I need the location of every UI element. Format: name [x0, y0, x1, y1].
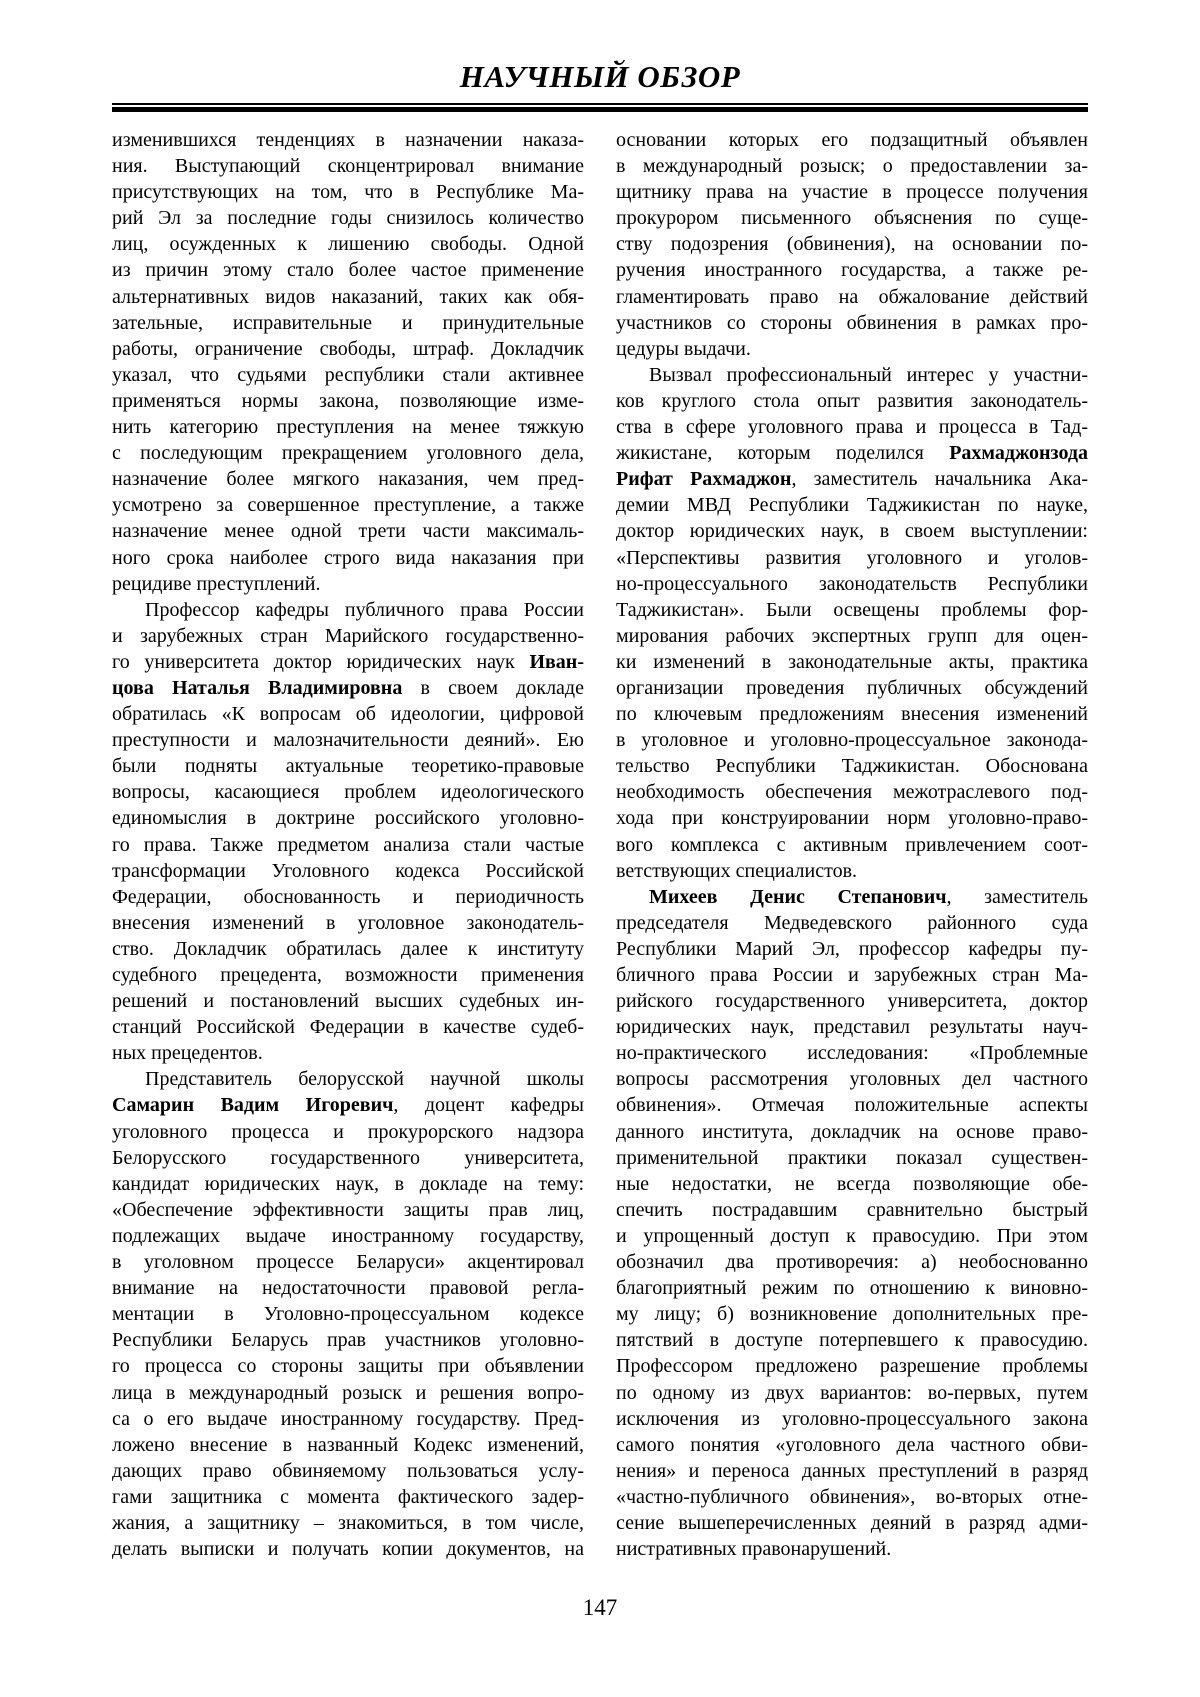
text-run: , доцент кафедры [393, 1094, 584, 1117]
text-line [112, 310, 584, 336]
text-run: были подняты актуальные теоретико-правовые [112, 755, 584, 778]
text-line [112, 936, 584, 962]
text-run: подлежащих выдаче иностранному государству, [112, 1224, 584, 1247]
text-run: го процесса со стороны защиты при объявлении [112, 1355, 584, 1378]
text-run: усмотрено за совершенное преступление, а также [112, 494, 584, 517]
text-run: «Перспективы развития уголовного и уголов- [616, 546, 1088, 569]
text-line [616, 1223, 1088, 1249]
paragraph [112, 127, 584, 597]
bold-name-run: Самарин Вадим Игоревич [112, 1094, 394, 1117]
text-line [112, 884, 584, 910]
text-line [112, 1301, 584, 1327]
header-double-rule [112, 103, 1088, 112]
text-line [616, 1275, 1088, 1301]
text-run: судебного прецедента, возможности применения [112, 964, 584, 986]
text-run: цедуры выдачи. [616, 337, 751, 360]
text-run: ного срока наиболее строго вида наказания при [112, 546, 584, 569]
text-run: ветствующих специалистов. [616, 859, 858, 882]
text-run: са о его выдаче иностранному государству. Пред- [112, 1407, 584, 1430]
text-run: го университета доктор юридических наук [112, 650, 530, 673]
text-line [112, 753, 584, 779]
text-line [112, 675, 584, 701]
text-run: Профессором предложено разрешение проблемы [616, 1355, 1088, 1378]
text-line [616, 1458, 1088, 1484]
text-line [616, 936, 1088, 962]
text-run: Таджикистан». Были освещены проблемы фор- [616, 598, 1088, 621]
text-run: по одному из двух вариантов: во-первых, путем [616, 1381, 1088, 1404]
text-line [616, 153, 1088, 179]
text-line [112, 1353, 584, 1379]
text-run: вого комплекса с активным привлечением соот- [616, 833, 1088, 856]
text-run: обозначил два противоречия: а) необоснованно [616, 1251, 1088, 1274]
text-line [616, 362, 1088, 388]
text-run: Республики Беларусь прав участников уголовно- [112, 1329, 584, 1352]
text-run: благоприятный режим по отношению к виновно- [616, 1277, 1088, 1300]
text-line [616, 1380, 1088, 1406]
bold-name-run: Иван- [529, 650, 584, 673]
text-line [112, 597, 584, 623]
text-run: самого понятия «уголовного дела частного обви- [616, 1433, 1088, 1456]
text-run: преступности и малозначительности деяний». Ею [112, 729, 584, 752]
section-title: НАУЧНЫЙ ОБЗОР [459, 59, 741, 94]
text-run: ручения иностранного государства, а также ре- [616, 259, 1088, 282]
text-run: пятствий в доступе потерпевшего к правосудию. [616, 1329, 1088, 1352]
text-run: му лицу; б) возникновение дополнительных пре- [616, 1303, 1088, 1326]
text-run: бличного права России и зарубежных стран Ма- [616, 964, 1088, 986]
text-run: вопросы, касающиеся проблем идеологического [112, 781, 584, 804]
text-line [616, 205, 1088, 231]
text-line [112, 727, 584, 753]
text-line [616, 1327, 1088, 1353]
text-columns [112, 127, 1088, 1562]
text-line [616, 336, 1088, 362]
text-run: рийского государственного университета, доктор [616, 990, 1088, 1013]
text-line [112, 388, 584, 414]
text-run: в уголовном процессе Беларуси» акцентировал [112, 1251, 584, 1274]
text-run: назначение менее одной трети части максималь- [112, 520, 584, 543]
bold-name-run: Рахмаджонзода [949, 442, 1088, 465]
text-run: лица в международный розыск и решения вопро- [112, 1381, 584, 1404]
text-line [616, 1119, 1088, 1145]
text-run: сение вышеперечисленных деяний в разряд адми- [616, 1511, 1088, 1534]
text-line [616, 440, 1088, 466]
text-run: применяться нормы закона, позволяющие изме- [112, 389, 584, 412]
text-run: хода при конструировании норм уголовно-право- [616, 807, 1088, 830]
text-run: делать выписки и получать копии документов, на [112, 1538, 584, 1561]
text-run: основании которых его подзащитный объявлен [616, 129, 1088, 151]
text-line [616, 910, 1088, 936]
text-line [112, 1223, 584, 1249]
text-line [616, 649, 1088, 675]
text-run: но-процессуального законодательств Республики [616, 572, 1088, 595]
text-run: прокурором письменного объяснения по суще- [616, 207, 1088, 230]
text-line [112, 1171, 584, 1197]
text-run: ству подозрения (обвинения), на основании по- [616, 233, 1088, 256]
text-run: нистративных правонарушений. [616, 1538, 892, 1561]
text-run: единомыслия в доктрине российского уголовно- [112, 807, 584, 830]
text-run: необходимость обеспечения межотраслевого под- [616, 781, 1088, 804]
text-run: нить категорию преступления на менее тяжкую [112, 416, 584, 439]
text-line [112, 492, 584, 518]
text-line [616, 805, 1088, 831]
text-run: Вызвал профессиональный интерес у участни- [649, 363, 1088, 386]
page-number: 147 [582, 1595, 618, 1620]
text-line [616, 518, 1088, 544]
text-line [616, 1066, 1088, 1092]
text-line [112, 649, 584, 675]
text-run: ных прецедентов. [112, 1042, 263, 1065]
text-run: дающих право обвиняемому пользоваться услу- [112, 1459, 584, 1482]
text-line [616, 1040, 1088, 1066]
text-line [112, 1327, 584, 1353]
text-run: ные недостатки, не всегда позволяющие обе- [616, 1172, 1088, 1195]
text-line [112, 1432, 584, 1458]
paragraph [112, 1066, 584, 1562]
text-run: ство. Докладчик обратилась далее к институту [112, 937, 584, 960]
right-column [616, 127, 1088, 1562]
text-run: ложено внесение в названный Кодекс изменений, [112, 1433, 584, 1456]
bold-name-run: цова Наталья Владимировна [112, 676, 403, 699]
text-run: доктор юридических наук, в своем выступлении: [616, 520, 1088, 543]
paragraph [616, 127, 1088, 362]
text-line [112, 518, 584, 544]
text-line [616, 1353, 1088, 1379]
text-line [616, 727, 1088, 753]
text-line [112, 1014, 584, 1040]
text-line [112, 962, 584, 988]
text-run: решений и постановлений высших судебных ин- [112, 990, 584, 1013]
text-line [616, 1145, 1088, 1171]
text-run: гламентировать право на обжалование действий [616, 285, 1088, 308]
text-run: вопросы рассмотрения уголовных дел частного [616, 1068, 1088, 1091]
text-run: спечить пострадавшим сравнительно быстрый [616, 1198, 1088, 1221]
text-line [112, 179, 584, 205]
text-run: ства в сфере уголовного права и процесса в Тад- [616, 416, 1088, 439]
text-line [616, 1510, 1088, 1536]
text-run: назначение более мягкого наказания, чем пред- [112, 468, 584, 491]
text-line [616, 1432, 1088, 1458]
text-line [616, 1406, 1088, 1432]
text-run: альтернативных видов наказаний, таких как обя- [112, 285, 584, 308]
text-run: работы, ограничение свободы, штраф. Докладчик [112, 337, 584, 360]
text-run: Представитель белорусской научной школы [145, 1068, 584, 1091]
text-run: «Обеспечение эффективности защиты прав лиц, [112, 1198, 584, 1221]
text-run: , заместитель начальника Ака- [791, 468, 1089, 491]
text-line [112, 910, 584, 936]
text-line [112, 1066, 584, 1092]
text-line [112, 1484, 584, 1510]
text-line [616, 988, 1088, 1014]
text-run: но-практического исследования: «Проблемные [616, 1042, 1088, 1065]
text-line [112, 1275, 584, 1301]
text-line [616, 310, 1088, 336]
text-run: «частно-публичного обвинения», во-вторых отне- [616, 1485, 1088, 1508]
text-line [616, 545, 1088, 571]
text-run: зательные, исправительные и принудительные [112, 311, 584, 334]
text-line [616, 466, 1088, 492]
text-line [112, 1145, 584, 1171]
text-line [112, 127, 584, 153]
text-line [112, 779, 584, 805]
text-line [616, 1197, 1088, 1223]
text-run: участников со стороны обвинения в рамках про- [616, 311, 1088, 334]
text-run: указал, что судьями республики стали активнее [112, 363, 584, 386]
text-line [616, 571, 1088, 597]
text-run: по ключевым предложениям внесения изменений [616, 703, 1088, 726]
text-line [616, 858, 1088, 884]
text-line [616, 414, 1088, 440]
text-run: лиц, осужденных к лишению свободы. Одной [112, 233, 584, 256]
bold-name-run: Рифат Рахмаджон [616, 468, 792, 491]
text-run: Профессор кафедры публичного права России [145, 598, 584, 621]
text-line [112, 362, 584, 388]
text-run: ния. Выступающий сконцентрировал внимание [112, 155, 584, 178]
text-run: в своем докладе [402, 676, 584, 699]
text-line [616, 1484, 1088, 1510]
text-run: обратилась «К вопросам об идеологии, цифровой [112, 703, 584, 726]
text-run: щитнику права на участие в процессе получения [616, 181, 1088, 204]
text-line [616, 179, 1088, 205]
text-line [112, 1510, 584, 1536]
text-run: и зарубежных стран Марийского государственно- [112, 624, 584, 647]
text-line [112, 257, 584, 283]
text-run: ков круглого стола опыт развития законодатель- [616, 389, 1088, 412]
text-line [616, 388, 1088, 414]
text-line [112, 284, 584, 310]
text-run: и упрощенный доступ к правосудию. При этом [616, 1224, 1088, 1247]
text-run: гами защитника с момента фактического задер- [112, 1485, 584, 1508]
text-line [112, 231, 584, 257]
text-run: станций Российской Федерации в качестве судеб- [112, 1016, 584, 1039]
text-run: , заместитель [946, 885, 1088, 908]
text-run: юридических наук, представил результаты науч- [616, 1016, 1088, 1039]
text-line [112, 1406, 584, 1432]
text-run: внесения изменений в уголовное законодатель- [112, 911, 584, 934]
text-line [616, 884, 1088, 910]
text-run: ментации в Уголовно-процессуальном кодексе [112, 1303, 584, 1326]
text-run: с последующим прекращением уголовного дела, [112, 442, 584, 465]
text-run: нения» и переноса данных преступлений в разряд [616, 1459, 1088, 1482]
text-run: рий Эл за последние годы снизилось количество [112, 207, 584, 230]
text-line [112, 1092, 584, 1118]
text-run: ки изменений в законодательные акты, практика [616, 650, 1088, 673]
text-run: Белорусского государственного университета, [112, 1146, 584, 1169]
text-line [112, 1380, 584, 1406]
text-line [616, 1301, 1088, 1327]
text-line [112, 153, 584, 179]
text-line [112, 858, 584, 884]
paragraph [616, 362, 1088, 884]
text-run: Федерации, обоснованность и периодичность [112, 885, 584, 908]
text-run: Республики Марий Эл, профессор кафедры пу- [616, 937, 1088, 960]
text-run: уголовного процесса и прокурорского надзора [112, 1120, 584, 1143]
text-line [616, 675, 1088, 701]
text-line [112, 1536, 584, 1562]
text-line [616, 1536, 1088, 1562]
text-line [112, 805, 584, 831]
text-run: организации проведения публичных обсуждений [616, 676, 1088, 699]
text-line [616, 284, 1088, 310]
text-line [616, 701, 1088, 727]
text-run: в международный розыск; о предоставлении за- [616, 155, 1088, 178]
text-run: трансформации Уголовного кодекса Российской [112, 859, 584, 882]
text-line [112, 545, 584, 571]
text-run: обвинения». Отмечая положительные аспекты [616, 1094, 1088, 1117]
text-line [616, 1171, 1088, 1197]
text-line [616, 962, 1088, 988]
text-line [112, 1197, 584, 1223]
text-line [112, 701, 584, 727]
text-line [616, 753, 1088, 779]
text-run: изменившихся тенденциях в назначении наказа- [112, 129, 584, 151]
text-line [112, 832, 584, 858]
text-run: жикистане, которым поделился [616, 442, 950, 465]
paragraph [616, 884, 1088, 1562]
text-line [112, 466, 584, 492]
text-line [616, 1014, 1088, 1040]
text-run: председателя Медведевского районного суда [616, 911, 1088, 934]
text-line [112, 205, 584, 231]
text-run: жания, а защитнику – знакомиться, в том числе, [112, 1511, 584, 1534]
text-run: применительной практики показал существен- [616, 1146, 1088, 1169]
text-line [112, 1119, 584, 1145]
text-line [112, 988, 584, 1014]
text-run: присутствующих на том, что в Республике Ма- [112, 181, 584, 204]
text-line [616, 1249, 1088, 1275]
text-run: исключения из уголовно-процессуального закона [616, 1407, 1088, 1430]
text-line [616, 127, 1088, 153]
text-run: тельство Республики Таджикистан. Обоснована [616, 755, 1088, 778]
text-run: рецидиве преступлений. [112, 572, 321, 595]
text-run: данного института, докладчик на основе право- [616, 1120, 1088, 1143]
text-line [616, 623, 1088, 649]
text-line [616, 597, 1088, 623]
text-run: внимание на недостаточности правовой регла- [112, 1277, 584, 1300]
text-run: го права. Также предметом анализа стали частые [112, 833, 584, 856]
text-line [616, 779, 1088, 805]
text-line [112, 336, 584, 362]
left-column [112, 127, 584, 1562]
text-line [616, 492, 1088, 518]
text-run: мирования рабочих экспертных групп для оцен- [616, 624, 1088, 647]
text-run: демии МВД Республики Таджикистан по науке, [616, 494, 1088, 517]
text-line [112, 414, 584, 440]
text-line [112, 571, 584, 597]
text-line [112, 1249, 584, 1275]
rule-thick-line [112, 107, 1088, 112]
text-line [616, 257, 1088, 283]
text-run: из причин этому стало более частое применение [112, 259, 584, 282]
text-line [616, 832, 1088, 858]
text-line [112, 1040, 584, 1066]
text-line [112, 623, 584, 649]
paragraph [112, 597, 584, 1067]
text-line [616, 1092, 1088, 1118]
text-run: в уголовное и уголовно-процессуальное законода- [616, 729, 1088, 752]
bold-name-run: Михеев Денис Степанович [649, 885, 947, 908]
text-run: кандидат юридических наук, в докладе на тему: [112, 1172, 584, 1195]
text-line [112, 1458, 584, 1484]
text-line [112, 440, 584, 466]
text-line [616, 231, 1088, 257]
